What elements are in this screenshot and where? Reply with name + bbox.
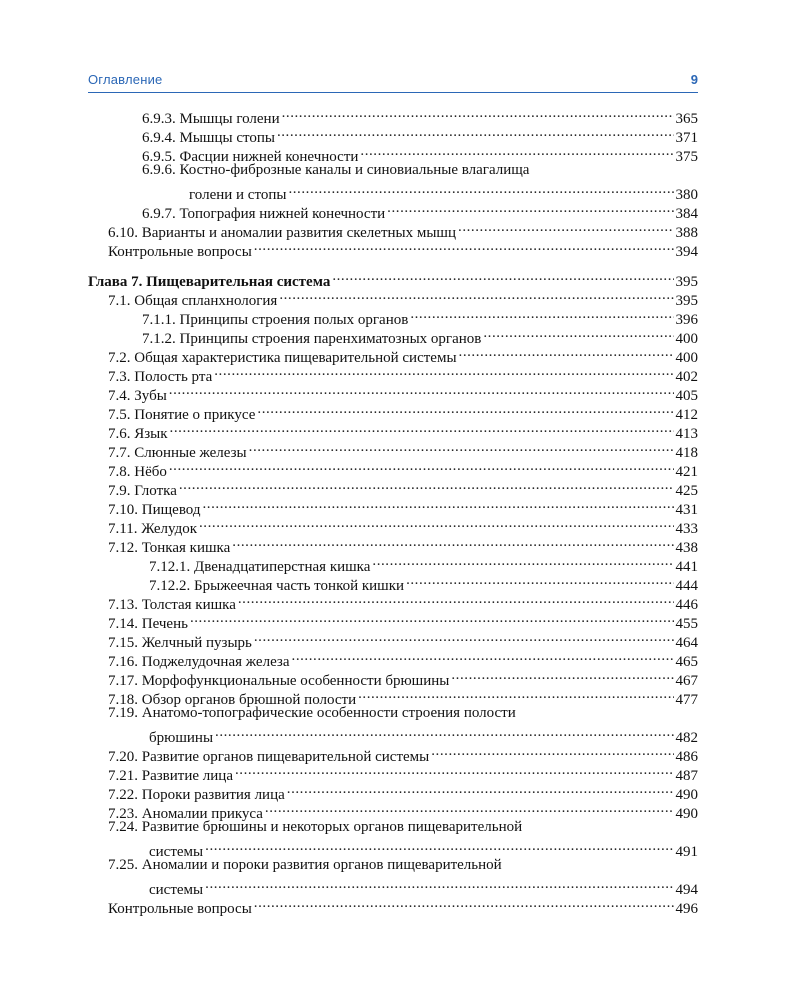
dot-leader	[254, 237, 674, 256]
toc-entry-title: брюшины	[149, 730, 214, 746]
toc-entry-title: 7.18. Обзор органов брюшной полости	[108, 692, 357, 708]
toc-entry-title: 7.12.2. Брыжеечная часть тонкой кишки	[149, 578, 405, 594]
toc-entry-page: 400	[675, 350, 698, 366]
toc-entry-title: Контрольные вопросы	[108, 901, 252, 917]
dot-leader	[282, 104, 674, 123]
dot-leader	[292, 647, 674, 666]
toc-entry	[142, 123, 698, 146]
toc-entry-title: системы	[149, 844, 204, 860]
toc-entry-page: 394	[675, 244, 698, 260]
toc-entry	[108, 666, 698, 689]
toc-entry-continuation	[189, 180, 698, 203]
toc-entry-title: 7.7. Слюнные железы	[108, 445, 247, 461]
toc-entry	[142, 305, 698, 328]
toc-entry-title: 7.23. Аномалии прикуса	[108, 806, 263, 822]
toc-entry-title: 7.15. Желчный пузырь	[108, 635, 252, 651]
toc-entry-title: 7.8. Нёбо	[108, 464, 167, 480]
toc-entry-title: 7.10. Пищевод	[108, 502, 201, 518]
dot-leader	[483, 324, 673, 343]
toc-entry-title: 7.14. Печень	[108, 616, 188, 632]
toc-entry-title: 7.17. Морфофункциональные особенности брюшины	[108, 673, 450, 689]
dot-leader	[238, 590, 674, 609]
toc-entry-page: 496	[675, 901, 698, 917]
toc-entry-page: 482	[675, 730, 698, 746]
toc-chapter-heading	[88, 267, 698, 290]
toc-entry-page: 412	[675, 407, 698, 423]
toc-entry-title: 7.5. Понятие о прикусе	[108, 407, 256, 423]
toc-entry-title: 7.16. Поджелудочная железа	[108, 654, 290, 670]
toc-entry	[108, 894, 698, 917]
toc-entry-title: системы	[149, 882, 204, 898]
toc-entry	[108, 419, 698, 442]
toc-entry-title: 7.2. Общая характеристика пищеварительной системы	[108, 350, 457, 366]
toc-entry	[108, 237, 698, 260]
dot-leader	[169, 381, 674, 400]
toc-entry-page: 490	[675, 787, 698, 803]
toc-entry-page: 467	[675, 673, 698, 689]
toc-entry-page: 418	[675, 445, 698, 461]
dot-leader	[179, 476, 674, 495]
toc-entry	[108, 514, 698, 537]
dot-leader	[332, 267, 673, 286]
toc-entry-title: 6.10. Варианты и аномалии развития скелетных мышц	[108, 225, 457, 241]
toc-entry	[108, 218, 698, 241]
dot-leader	[410, 305, 673, 324]
dot-leader	[360, 142, 673, 161]
toc-entry-title: 7.1.2. Принципы строения паренхиматозных органов	[142, 331, 482, 347]
dot-leader	[199, 514, 674, 533]
toc-entry-page: 441	[675, 559, 698, 575]
toc-entry	[108, 438, 698, 461]
toc-entry-title: 6.9.4. Мышцы стопы	[142, 130, 275, 146]
dot-leader	[235, 761, 674, 780]
toc-entry-page: 446	[675, 597, 698, 613]
toc-entry	[108, 780, 698, 803]
toc-entry-title: 7.25. Аномалии и пороки развития органов пищеварительной	[108, 857, 502, 873]
toc-entry-page: 486	[675, 749, 698, 765]
toc-entry-page: 413	[675, 426, 698, 442]
dot-leader	[451, 666, 673, 685]
dot-leader	[265, 799, 674, 818]
toc-entry	[142, 142, 698, 165]
dot-leader	[205, 837, 673, 856]
dot-leader	[279, 286, 673, 305]
toc-entry-page: 444	[675, 578, 698, 594]
toc-entry-title: 7.22. Пороки развития лица	[108, 787, 285, 803]
toc-entry-title: Контрольные вопросы	[108, 244, 252, 260]
header-page-number: 9	[690, 72, 698, 87]
toc-entry-continuation	[149, 875, 698, 898]
toc-entry	[108, 761, 698, 784]
dot-leader	[254, 628, 674, 647]
toc-entry-title: Глава 7. Пищеварительная система	[88, 274, 331, 290]
dot-leader	[170, 419, 674, 438]
toc-entry-page: 477	[675, 692, 698, 708]
dot-leader	[458, 218, 673, 237]
toc-entry	[108, 628, 698, 651]
toc-entry	[142, 324, 698, 347]
toc-entry-title: 7.24. Развитие брюшины и некоторых органов пищеварительной	[108, 819, 523, 835]
toc-entry-title: голени и стопы	[189, 187, 287, 203]
toc-entry	[108, 590, 698, 613]
toc-entry-page: 494	[675, 882, 698, 898]
toc-entry-title: 6.9.6. Костно-фиброзные каналы и синовиальные влагалища	[142, 162, 530, 178]
toc-entry	[108, 362, 698, 385]
toc-entry-title: 7.20. Развитие органов пищеварительной системы	[108, 749, 430, 765]
dot-leader	[203, 495, 674, 514]
dot-leader	[215, 723, 673, 742]
dot-leader	[249, 438, 674, 457]
toc-entry	[142, 199, 698, 222]
toc-entry-continuation	[149, 723, 698, 746]
dot-leader	[205, 875, 673, 894]
toc-entry-page: 487	[675, 768, 698, 784]
toc-entry-page: 388	[675, 225, 698, 241]
toc-entry-title: 7.4. Зубы	[108, 388, 167, 404]
dot-leader	[358, 685, 673, 704]
toc-entry-page: 365	[675, 111, 698, 127]
toc-entry	[149, 552, 698, 575]
toc-entry	[108, 381, 698, 404]
toc-entry-title: 7.6. Язык	[108, 426, 168, 442]
toc-entry-title: 7.12. Тонкая кишка	[108, 540, 231, 556]
toc-entry-page: 400	[675, 331, 698, 347]
toc-entry-page: 433	[675, 521, 698, 537]
toc-entry-title: 7.11. Желудок	[108, 521, 197, 537]
dot-leader	[169, 457, 674, 476]
toc-entry-title: 6.9.5. Фасции нижней конечности	[142, 149, 359, 165]
toc-entry-continuation	[149, 837, 698, 860]
toc-entry-page: 491	[675, 844, 698, 860]
toc-entry	[108, 856, 698, 875]
toc-entry-page: 438	[675, 540, 698, 556]
dot-leader	[254, 894, 674, 913]
toc-entry-page: 402	[675, 369, 698, 385]
header-title: Оглавление	[88, 72, 163, 87]
toc-entry-title: 7.19. Анатомо-топографические особенности строения полости	[108, 705, 516, 721]
dot-leader	[232, 533, 673, 552]
toc-entry-page: 465	[675, 654, 698, 670]
toc-entry	[142, 161, 698, 180]
toc-entry	[108, 343, 698, 366]
toc-entry	[142, 104, 698, 127]
toc-entry-title: 7.21. Развитие лица	[108, 768, 233, 784]
toc-entry-page: 384	[675, 206, 698, 222]
dot-leader	[287, 780, 674, 799]
dot-leader	[257, 400, 673, 419]
toc-entry	[108, 818, 698, 837]
toc-entry-title: 7.12.1. Двенадцатиперстная кишка	[149, 559, 371, 575]
toc-entry-title: 7.1. Общая спланхнология	[108, 293, 278, 309]
toc-entry-page: 455	[675, 616, 698, 632]
dot-leader	[406, 571, 673, 590]
toc-entry	[108, 799, 698, 822]
toc-entry	[108, 476, 698, 499]
toc-entry-page: 371	[675, 130, 698, 146]
toc-entry-page: 395	[675, 293, 698, 309]
dot-leader	[459, 343, 674, 362]
dot-leader	[372, 552, 673, 571]
toc-entry	[108, 647, 698, 670]
toc-entry-page: 464	[675, 635, 698, 651]
dot-leader	[288, 180, 673, 199]
toc-entry	[108, 400, 698, 423]
toc-entry-title: 7.1.1. Принципы строения полых органов	[142, 312, 409, 328]
dot-leader	[277, 123, 674, 142]
toc-entry-page: 380	[675, 187, 698, 203]
toc-entry-title: 7.3. Полость рта	[108, 369, 213, 385]
toc-entry	[108, 533, 698, 556]
toc-entry-title: 6.9.7. Топография нижней конечности	[142, 206, 386, 222]
toc-entry-page: 490	[675, 806, 698, 822]
dot-leader	[190, 609, 674, 628]
toc-entry-page: 395	[675, 274, 698, 290]
toc-entry-page: 421	[675, 464, 698, 480]
toc-entry	[108, 495, 698, 518]
toc-entry-title: 7.9. Глотка	[108, 483, 177, 499]
toc-entry-page: 375	[675, 149, 698, 165]
toc-entry-page: 425	[675, 483, 698, 499]
toc-entry-page: 431	[675, 502, 698, 518]
toc-entry-page: 396	[675, 312, 698, 328]
toc-entry-title: 6.9.3. Мышцы голени	[142, 111, 280, 127]
toc-entry	[108, 457, 698, 480]
toc-entry	[108, 742, 698, 765]
toc-entry	[149, 571, 698, 594]
toc-entry-page: 405	[675, 388, 698, 404]
toc-entry	[108, 685, 698, 708]
toc-entry-title: 7.13. Толстая кишка	[108, 597, 236, 613]
toc-entry	[108, 704, 698, 723]
dot-leader	[387, 199, 673, 218]
dot-leader	[431, 742, 673, 761]
dot-leader	[214, 362, 673, 381]
toc-entry	[108, 609, 698, 632]
toc-entry	[108, 286, 698, 309]
